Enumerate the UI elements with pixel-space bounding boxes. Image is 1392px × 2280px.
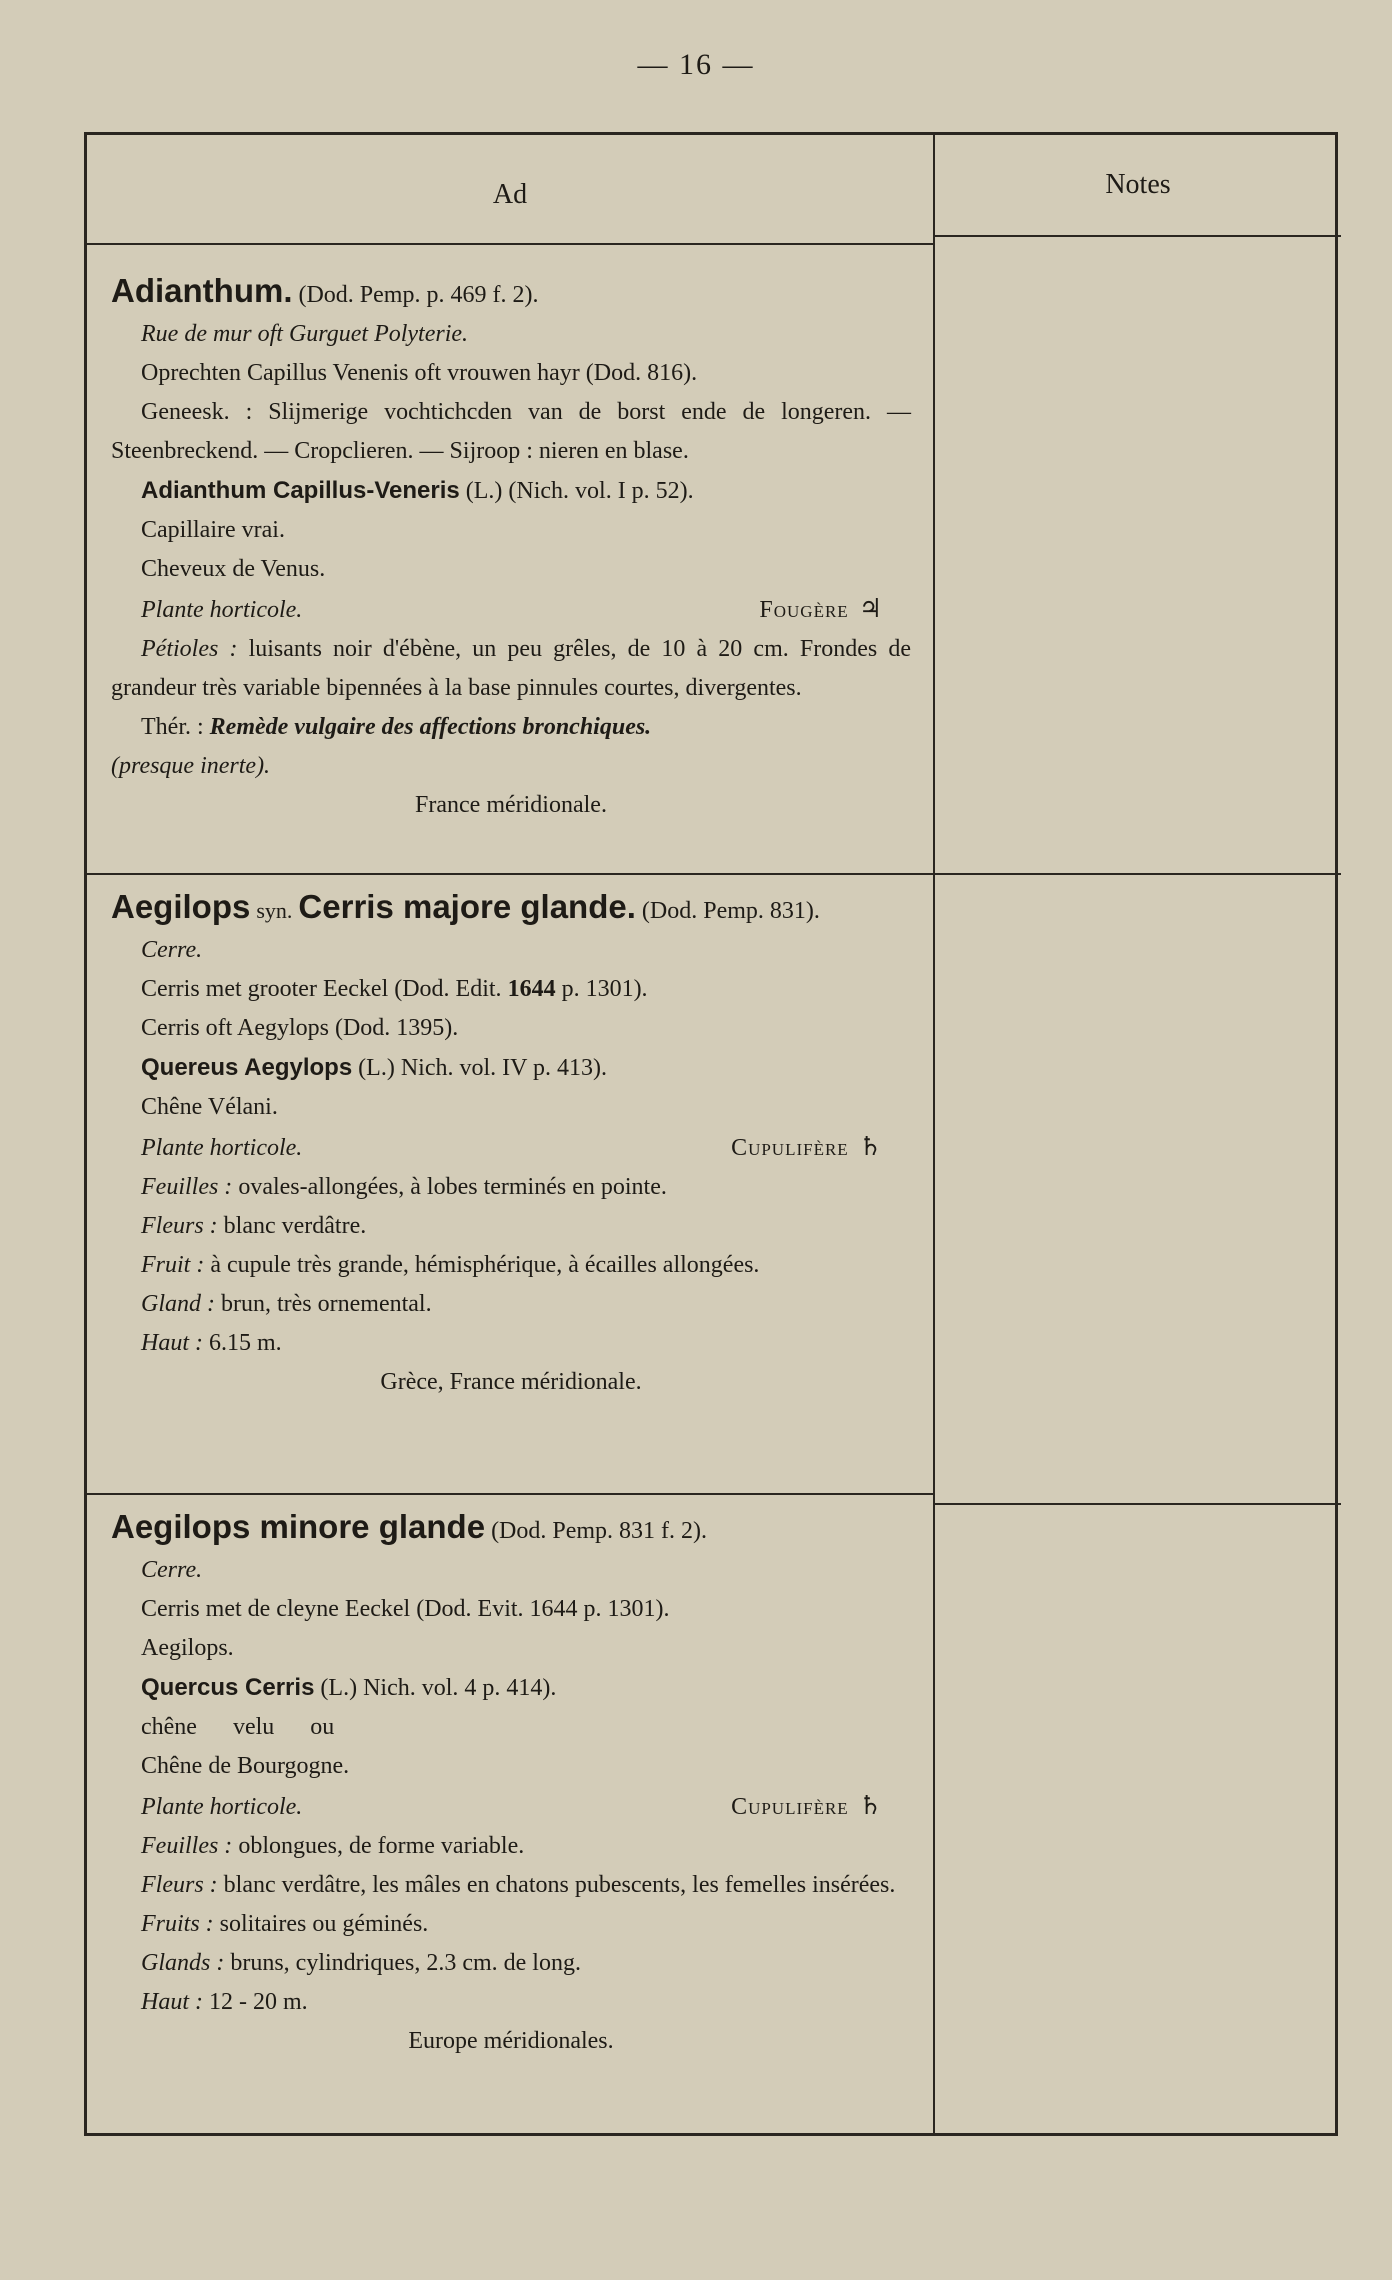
field-value: blanc verdâtre, les mâles en chatons pubescents, les femelles insérées. [223,1872,896,1898]
entry-line: Cheveux de Venus. [141,556,326,582]
family-name: Cupulifère [731,1794,849,1820]
entry-rule-left [87,1493,933,1495]
plant-family [759,589,911,630]
entry-aegilops-majore [111,887,911,1402]
column-header-ad: Ad [492,179,528,210]
field-label: Fleurs : [141,1213,218,1239]
entry-line: Cerris oft Aegylops (Dod. 1395). [141,1015,459,1041]
field-value: luisants noir d'ébène, un peu grêles, de 10 à 20 cm. Frondes de grandeur très variable bipennées à la base pinnules courtes, divergentes. [111,636,912,701]
header-rule-left [87,243,933,245]
entry-reference: (Dod. Pemp. 831 f. 2). [491,1518,708,1544]
entry-reference: (L.) (Nich. vol. I p. 52). [465,478,694,504]
field-label: Glands : [141,1950,225,1976]
entry-line: chêne velu ou [141,1714,335,1740]
entry-line: Chêne Vélani. [141,1094,278,1120]
header-rule-right [935,235,1341,237]
entry-title-synonym: Cerris majore glande. [298,888,636,925]
field-label: Thér. : [141,714,204,740]
field-value: oblongues, de forme variable. [238,1833,525,1859]
field-label: Feuilles : [141,1174,233,1200]
entry-line: Cerris met de cleyne Eeckel (Dod. Evit. 1644 p. 1301). [141,1596,670,1622]
tree-symbol-icon: ♄ [858,1132,883,1161]
field-value: blanc verdâtre. [223,1213,367,1239]
distribution: Grèce, France méridionale. [380,1369,642,1395]
entry-line: Oprechten Capillus Venenis oft vrouwen hayr (Dod. 816). [141,360,698,386]
edition-year: 1644 [507,976,556,1002]
column-divider [933,135,935,2133]
field-label: Pétioles : [141,636,238,662]
scientific-name: Quereus Aegylops [141,1054,353,1081]
entry-line: Cerre. [141,1557,203,1583]
entry-line: Rue de mur oft Gurguet Polyterie. [141,321,469,347]
entry-reference: (L.) Nich. vol. IV p. 413). [358,1055,608,1081]
distribution: France méridionale. [415,792,607,818]
field-label: Fruits : [141,1911,214,1937]
field-value: bruns, cylindriques, 2.3 cm. de long. [230,1950,581,1976]
field-value: Remède vulgaire des affections bronchiques. [209,714,652,740]
family-name: Fougère [759,597,849,623]
field-label: Gland : [141,1291,215,1317]
plant-type: Plante horticole. [141,597,303,623]
entry-line: p. 1301). [561,976,648,1002]
plant-type: Plante horticole. [141,1135,303,1161]
entry-line: Cerre. [141,937,203,963]
synonym-marker: syn. [256,898,293,923]
entry-rule-left [87,873,933,875]
tree-symbol-icon: ♄ [858,1791,883,1820]
page-number: — 16 — [637,48,755,81]
entry-line: Cerris met grooter Eeckel (Dod. Edit. [141,976,502,1002]
entry-rule-right [935,1503,1341,1505]
column-header-notes: Notes [1105,169,1171,200]
entry-title: Aegilops minore glande [111,1508,486,1545]
scientific-name: Adianthum Capillus-Veneris [141,477,460,504]
family-name: Cupulifère [731,1135,849,1161]
field-label: Haut : [141,1989,203,2015]
field-label: Feuilles : [141,1833,233,1859]
field-value: 12 - 20 m. [209,1989,308,2015]
field-value: 6.15 m. [209,1330,282,1356]
entry-line: Chêne de Bourgogne. [141,1753,350,1779]
entry-line: Capillaire vrai. [141,517,285,543]
distribution: Europe méridionales. [408,2028,614,2054]
field-label: Fruit : [141,1252,205,1278]
field-value: brun, très ornemental. [221,1291,432,1317]
scientific-name: Quercus Cerris [141,1674,315,1701]
field-value: à cupule très grande, hémisphérique, à écailles allongées. [210,1252,760,1278]
entry-line: Aegilops. [141,1635,234,1661]
entry-reference: (Dod. Pemp. 831). [641,898,820,924]
entry-aegilops-minore [111,1507,911,2061]
field-label: Haut : [141,1330,203,1356]
entry-rule-right [935,873,1341,875]
plant-family [731,1786,911,1827]
entry-reference: (L.) Nich. vol. 4 p. 414). [320,1675,557,1701]
plant-family [731,1127,911,1168]
entry-adianthum [111,271,911,825]
field-value: ovales-allongées, à lobes terminés en pointe. [238,1174,667,1200]
entry-paragraph: Geneesk. : Slijmerige vochtichcden van de borst ende de longeren. — Steenbreckend. — Cropclieren. — Sijroop : nieren en blase. [111,399,911,464]
entry-title: Adianthum. [111,272,293,309]
plant-type: Plante horticole. [141,1794,303,1820]
entry-reference: (Dod. Pemp. p. 469 f. 2). [298,282,539,308]
field-label: Fleurs : [141,1872,218,1898]
entry-line: (presque inerte). [111,753,271,779]
entry-title: Aegilops [111,888,251,925]
catalogue-table [84,132,1338,2136]
field-value: solitaires ou géminés. [219,1911,429,1937]
perennial-symbol-icon: ♃ [858,594,883,623]
